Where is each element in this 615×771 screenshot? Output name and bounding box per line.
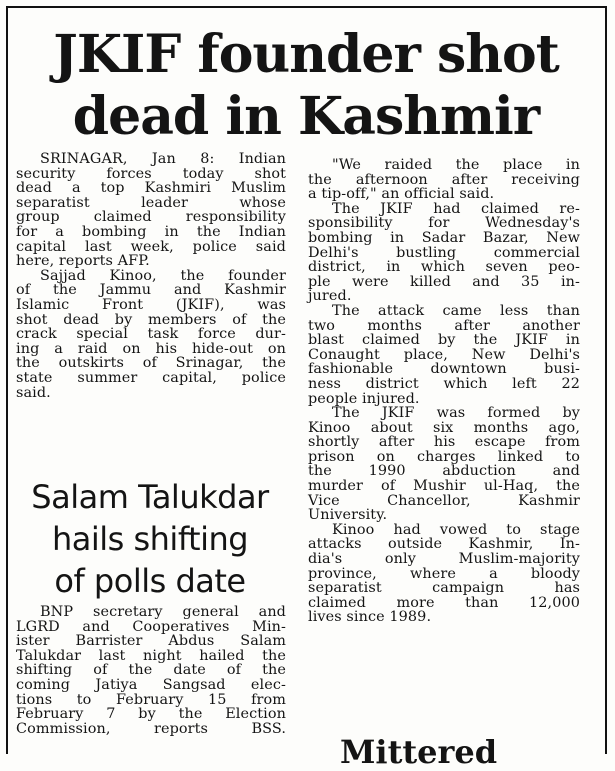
article-line: murder of Mushir ul-Haq, the (308, 478, 580, 495)
article-line: fashionable downtown busi- (308, 361, 580, 378)
article-line: security forces today shot (16, 165, 286, 182)
article-line: here, reports AFP. (16, 253, 150, 270)
article-line: province, where a bloody (308, 565, 580, 582)
article-line: lives since 1989. (308, 609, 432, 626)
article-jkif-column-2 (308, 158, 580, 625)
headline-line-1: JKIF founder shot (53, 24, 559, 85)
article-line: bombing in Sadar Bazar, New (308, 229, 580, 246)
article-line: University. (308, 507, 388, 524)
article-line: The JKIF had claimed re- (332, 200, 580, 217)
article-line: the 1990 abduction and (308, 463, 580, 480)
article-line: shot dead by members of the (16, 311, 286, 328)
article-line: a tip-off," an official said. (308, 186, 495, 203)
right-border-rule (605, 6, 607, 754)
next-headline-fragment: Mittered (340, 733, 498, 771)
left-border-rule (6, 6, 8, 754)
article-line: The JKIF was formed by (332, 405, 580, 422)
article-line: Kinoo about six months ago, (308, 419, 580, 436)
article-line: two months after another (308, 317, 580, 334)
article-line: people injured. (308, 390, 420, 407)
article-line: ister Barrister Abdus Salam (16, 633, 286, 650)
article-line: the afternoon after receiving (308, 171, 580, 188)
article-line: group claimed responsibility (16, 209, 286, 226)
article-line: capital last week, police said (16, 238, 286, 255)
subheadline-line-1: Salam Talukdar (31, 478, 269, 516)
article-line: "We raided the place in (332, 157, 580, 173)
article-line: ple were killed and 35 in- (308, 273, 580, 290)
article-line: Islamic Front (JKIF), was (16, 296, 286, 313)
article-line: separatist leader whose (16, 194, 286, 211)
article-talukdar (16, 605, 286, 736)
subheadline-line-2: hails shifting (51, 520, 249, 558)
article-line: attacks outside Kashmir, In- (308, 536, 580, 553)
article-line: tions to February 15 from (16, 691, 286, 708)
article-line: state summer capital, police (16, 369, 286, 386)
subheadline-line-3: of polls date (54, 562, 246, 600)
article-line: shortly after his escape from (308, 434, 580, 451)
article-line: Conaught place, New Delhi's (308, 346, 580, 363)
article-line: of the Jammu and Kashmir (16, 282, 286, 299)
article-line: Talukdar last night hailed the (16, 647, 286, 664)
headline-line-2: dead in Kashmir (72, 86, 540, 147)
article-line: dia's only Muslim-majority (308, 551, 580, 568)
article-line: Kinoo had vowed to stage (332, 521, 580, 538)
article-line: blast claimed by the JKIF in (308, 332, 580, 349)
article-line: BNP secretary general and (40, 604, 286, 620)
article-line: crack special task force dur- (16, 326, 286, 343)
article-line: for a bombing in the Indian (16, 223, 286, 240)
article-line: prison on charges linked to (308, 448, 580, 465)
article-line: shifting of the date of the (16, 662, 286, 679)
article-line: Sajjad Kinoo, the founder (40, 267, 286, 284)
article-line: LGRD and Cooperatives Min- (16, 618, 286, 635)
article-line: SRINAGAR, Jan 8: Indian (40, 151, 286, 167)
article-line: Delhi's bustling commercial (308, 244, 580, 261)
article-line: district, in which seven peo- (308, 259, 580, 276)
article-line: ness district which left 22 (308, 375, 580, 392)
article-line: Commission, reports BSS. (16, 720, 286, 737)
article-line: sponsibility for Wednesday's (308, 215, 580, 232)
top-border-rule (8, 6, 605, 8)
article-line: dead a top Kashmiri Muslim (16, 180, 286, 197)
article-line: jured. (308, 288, 352, 305)
article-line: Vice Chancellor, Kashmir (308, 492, 580, 509)
article-line: the outskirts of Srinagar, the (16, 355, 286, 372)
article-line: coming Jatiya Sangsad elec- (16, 676, 286, 693)
article-line: February 7 by the Election (16, 706, 286, 723)
article-line: claimed more than 12,000 (308, 594, 580, 611)
article-line: said. (16, 384, 51, 401)
article-jkif-column-1 (16, 152, 286, 400)
article-line: separatist campaign has (308, 580, 580, 597)
article-line: ing a raid on his hide-out on (16, 340, 286, 357)
article-line: The attack came less than (332, 302, 580, 319)
